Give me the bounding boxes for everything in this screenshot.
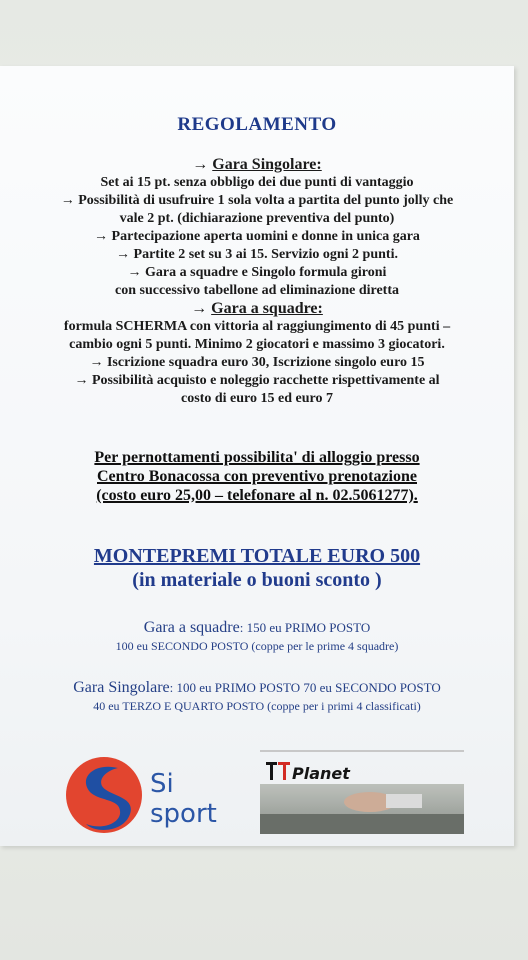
ttplanet-logo [260,750,464,834]
singles-heading: Gara Singolare: [212,156,322,173]
single-prize-line [0,678,514,697]
singles-line: → Partecipazione aperta uomini e donne in unica gara [94,229,420,244]
team-prize-line [0,618,514,637]
arrow-icon: → [191,300,208,317]
rules-section [0,156,514,408]
singles-line: → Gara a squadre e Singolo formula gironi [127,265,387,280]
prize-subtitle: (in materiale o buoni sconto ) [132,569,382,591]
ttplanet-photo [260,784,464,834]
teams-heading: Gara a squadre: [211,300,323,317]
si-sport-emblem-icon [64,752,234,838]
table-tennis-photo-icon [260,784,464,834]
singles-line: vale 2 pt. (dichiarazione preventiva del punto) [119,211,395,226]
ttplanet-text: Planet [292,764,350,783]
si-sport-text-2: sport [150,799,217,829]
prize-title: MONTEPREMI TOTALE EURO 500 [93,545,421,567]
teams-line: costo di euro 15 ed euro 7 [181,391,333,406]
teams-line: formula SCHERMA con vittoria al raggiungimento di 45 punti – [63,319,451,334]
ttplanet-divider [260,750,464,752]
teams-line: cambio ogni 5 punti. Minimo 2 giocatori e massimo 3 giocatori. [69,337,445,352]
singles-line: con successivo tabellone ad eliminazione diretta [115,283,399,298]
team-prize-second: 100 eu SECONDO POSTO (coppe per le prime 4 squadre) [115,639,399,653]
team-prize-first: : 150 eu PRIMO POSTO [239,620,371,635]
poster-title: REGOLAMENTO [177,114,337,135]
singles-heading-line [0,156,514,174]
teams-heading-line [0,300,514,318]
team-prize-label: Gara a squadre [143,619,240,636]
single-prizes [0,678,514,716]
singles-line: → Partite 2 set su 3 ai 15. Servizio ogni 2 punti. [116,247,398,262]
si-sport-text-1: Si [150,769,174,799]
prize-header [0,544,514,592]
teams-line: → Iscrizione squadra euro 30, Iscrizione singolo euro 15 [89,355,425,370]
single-prize-rest: 40 eu TERZO E QUARTO POSTO (coppe per i primi 4 classificati) [93,699,421,713]
lodging-line: Per pernottamenti possibilita' di alloggio presso [94,449,420,466]
team-prizes [0,618,514,656]
teams-line: → Possibilità acquisto e noleggio racchette rispettivamente al [74,373,440,388]
single-prize-label: Gara Singolare [73,679,170,696]
poster-sheet [0,66,514,846]
singles-line: Set ai 15 pt. senza obbligo dei due punti di vantaggio [100,175,414,190]
lodging-notice [0,448,514,505]
single-prize-first: : 100 eu PRIMO POSTO 70 eu SECONDO POSTO [169,680,441,695]
si-sport-logo [64,752,234,838]
lodging-line: Centro Bonacossa con preventivo prenotazione [97,468,417,485]
lodging-line: (costo euro 25,00 – telefonare al n. 02.5061277). [96,487,418,504]
ttplanet-mark-icon [264,758,294,784]
singles-line: → Possibilità di usufruire 1 sola volta a partita del punto jolly che [60,193,454,208]
arrow-icon: → [192,156,209,173]
